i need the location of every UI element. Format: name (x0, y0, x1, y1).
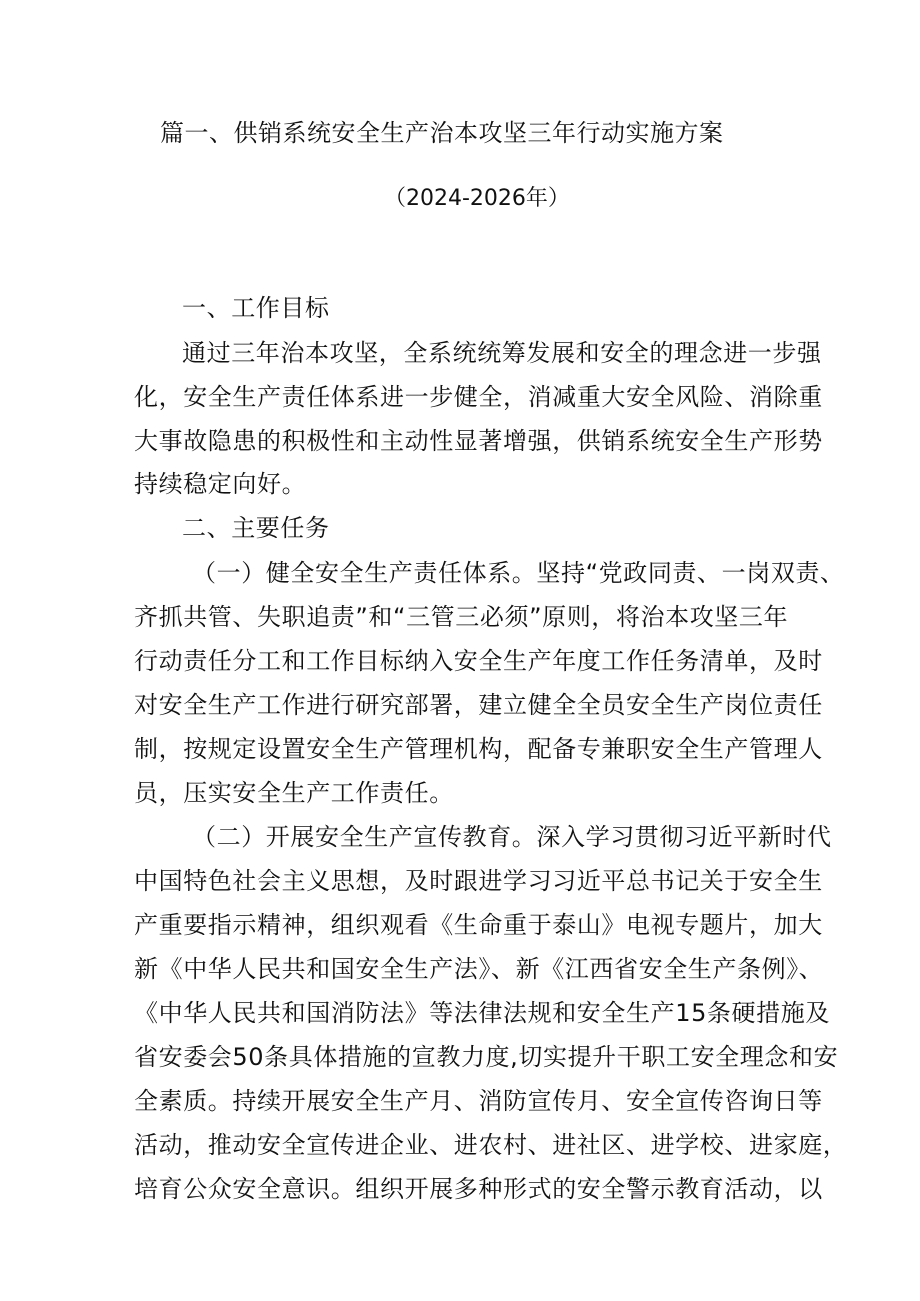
section-heading-tasks: 二、主要任务 (182, 514, 330, 542)
section-heading-goals: 一、工作目标 (182, 294, 330, 322)
paragraph-line: 通过三年治本攻坚，全系统统筹发展和安全的理念进一步强 (182, 339, 822, 367)
paragraph-line: 齐抓共管、失职追责”和“三管三必须”原则，将治本攻坚三年 (134, 603, 789, 631)
paragraph-line: 新《中华人民共和国安全生产法》、新《江西省安全生产条例》、 (134, 955, 824, 983)
paragraph-line: 省安委会50条具体措施的宣教力度,切实提升干职工安全理念和安 (134, 1043, 839, 1071)
paragraph-line: 制，按规定设置安全生产管理机构，配备专兼职安全生产管理人 (134, 735, 823, 763)
paragraph-line: 《中华人民共和国消防法》等法律法规和安全生产15条硬措施及 (134, 999, 830, 1027)
paragraph-line: 全素质。持续开展安全生产月、消防宣传月、安全宣传咨询日等 (134, 1087, 823, 1115)
paragraph-line: （一）健全安全生产责任体系。坚持“党政同责、一岗双责、 (192, 559, 845, 587)
paragraph-line: 中国特色社会主义思想，及时跟进学习习近平总书记关于安全生 (134, 867, 823, 895)
paragraph-line: （二）开展安全生产宣传教育。深入学习贯彻习近平新时代 (192, 823, 832, 851)
paragraph-line: 活动，推动安全宣传进企业、进农村、进社区、进学校、进家庭， (134, 1131, 848, 1159)
paragraph-line: 行动责任分工和工作目标纳入安全生产年度工作任务清单，及时 (134, 647, 823, 675)
paragraph-line: 化，安全生产责任体系进一步健全，消减重大安全风险、消除重 (134, 383, 823, 411)
paragraph-line: 对安全生产工作进行研究部署，建立健全全员安全生产岗位责任 (134, 691, 823, 719)
document-subtitle: （2024-2026年） (384, 186, 570, 211)
paragraph-line: 持续稳定向好。 (134, 470, 307, 498)
document-title: 篇一、供销系统安全生产治本攻坚三年行动实施方案 (160, 119, 724, 147)
paragraph-line: 大事故隐患的积极性和主动性显著增强，供销系统安全生产形势 (134, 427, 823, 455)
paragraph-line: 产重要指示精神，组织观看《生命重于泰山》电视专题片，加大 (134, 911, 823, 939)
paragraph-line: 培育公众安全意识。组织开展多种形式的安全警示教育活动，以 (134, 1175, 823, 1203)
paragraph-line: 员，压实安全生产工作责任。 (134, 779, 454, 807)
